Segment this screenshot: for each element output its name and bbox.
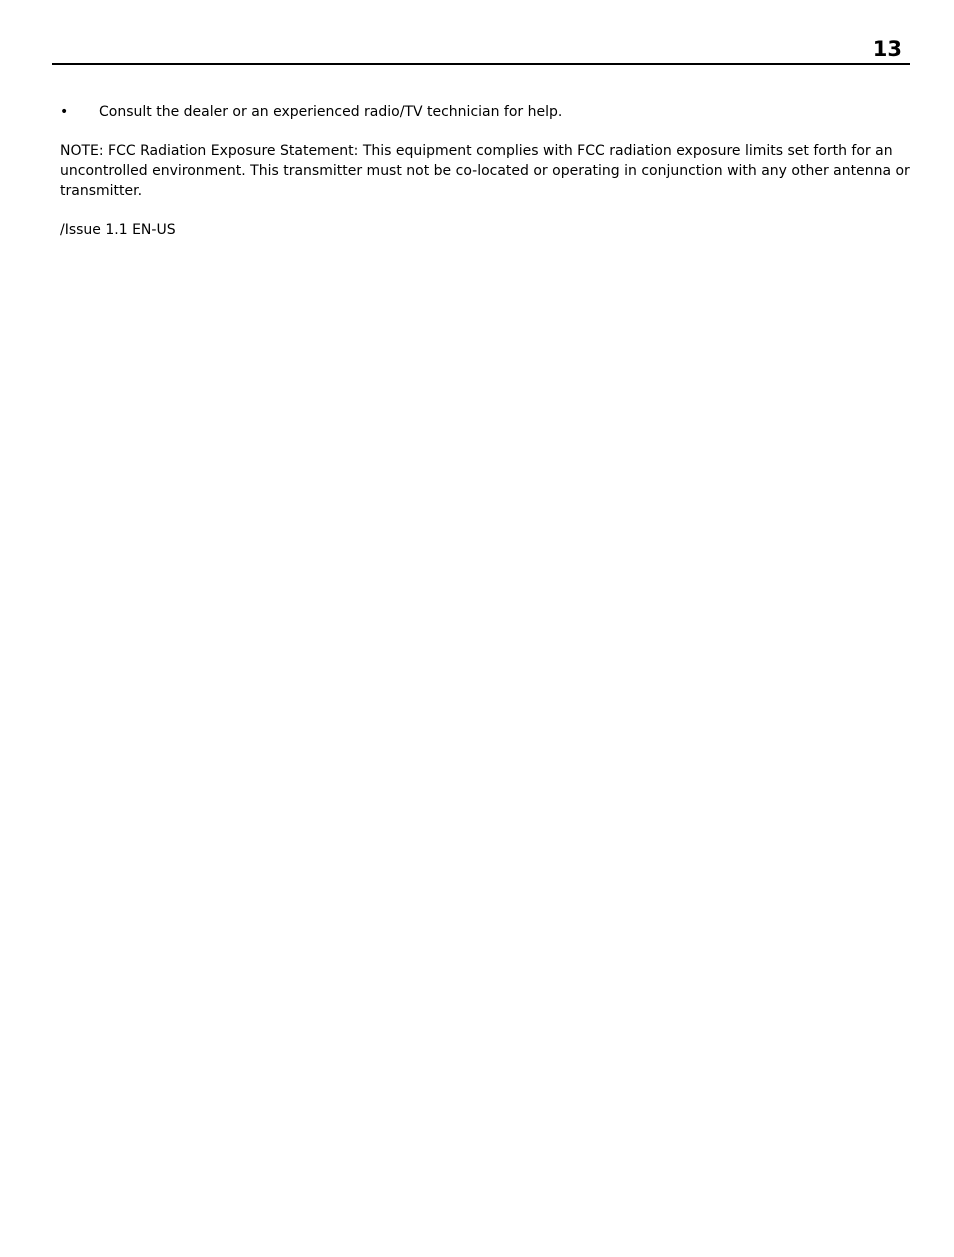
page-content (60, 102, 910, 259)
list-item (60, 102, 910, 122)
issue-label: /Issue 1.1 EN-US (60, 222, 176, 238)
fcc-note-paragraph: NOTE: FCC Radiation Exposure Statement: This equipment complies with FCC radiation exposure limits set forth for an uncontrolled environment. This transmitter must not be co-located or operating in conjunction with any other antenna or transmitter. (60, 143, 910, 199)
bullet-icon: • (60, 104, 69, 120)
page-header (52, 34, 910, 65)
page-number: 13 (872, 37, 902, 61)
list-item-text: Consult the dealer or an experienced radio/TV technician for help. (99, 104, 563, 120)
